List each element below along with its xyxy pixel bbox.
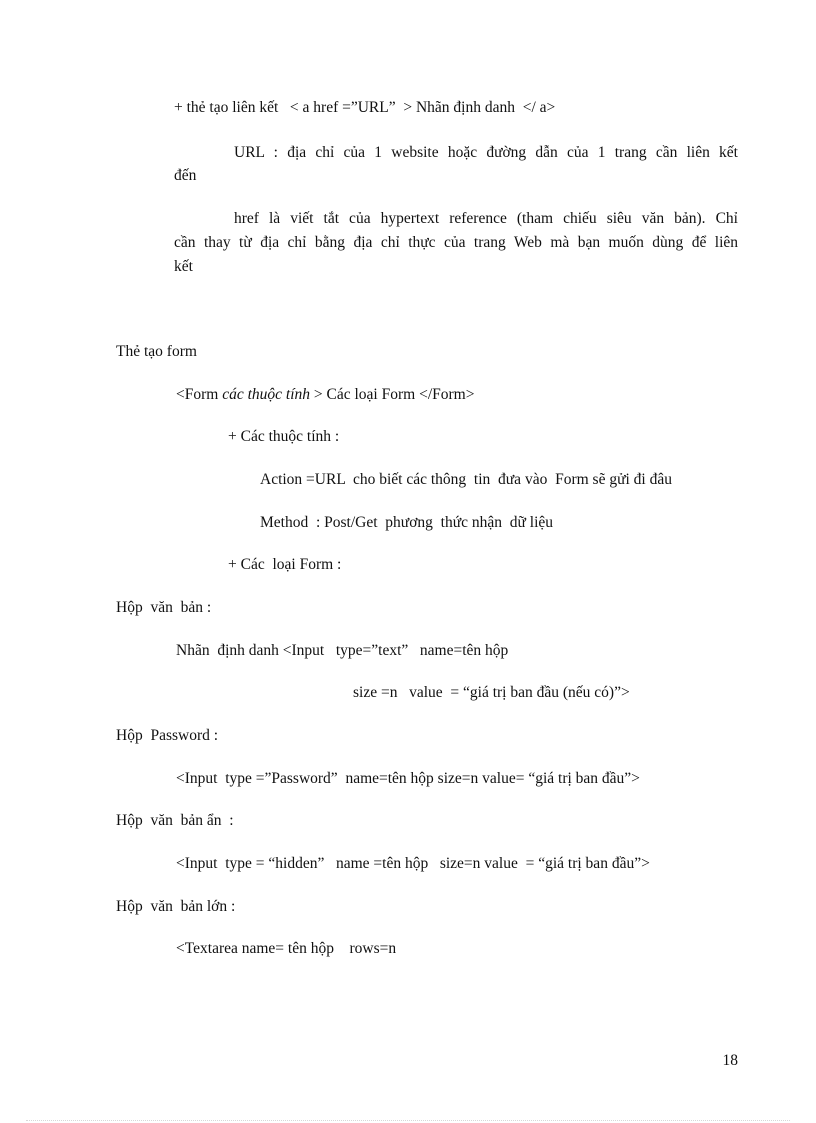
form-method-line: Method : Post/Get phương thức nhận dữ liệu	[260, 514, 554, 531]
hidden-box-syntax: <Input type = “hidden” name =tên hộp size=n value = “giá trị ban đầu”>	[176, 855, 650, 872]
href-description-line3: kết	[174, 258, 193, 275]
password-box-syntax: <Input type =”Password” name=tên hộp size=n value= “giá trị ban đầu”>	[176, 770, 640, 787]
form-types-heading: + Các loại Form :	[228, 556, 342, 573]
form-tag-open: <Form	[176, 386, 223, 403]
page-number: 18	[722, 1052, 738, 1069]
form-tag-attributes-italic: các thuộc tính	[222, 386, 311, 403]
href-description-line1: href là viết tắt của hypertext reference (tham chiếu siêu văn bản). Chỉ	[234, 210, 738, 227]
text-box-syntax-line2: size =n value = “giá trị ban đầu (nếu có)”>	[353, 684, 630, 701]
form-tag-syntax	[176, 385, 474, 405]
form-tag-heading: Thẻ tạo form	[116, 343, 197, 360]
form-tag-close: > Các loại Form </Form>	[310, 386, 475, 403]
textarea-syntax: <Textarea name= tên hộp rows=n	[176, 940, 397, 957]
password-box-heading: Hộp Password :	[116, 727, 219, 744]
hidden-box-heading: Hộp văn bản ẩn :	[116, 812, 234, 829]
form-action-line: Action =URL cho biết các thông tin đưa vào Form sẽ gửi đi đâu	[260, 471, 672, 488]
form-attributes-heading: + Các thuộc tính :	[228, 428, 340, 445]
page-bottom-border	[26, 1120, 790, 1121]
url-description-line2: đến	[174, 167, 197, 184]
url-description-line1: URL : địa chỉ của 1 website hoặc đường dẫn của 1 trang cần liên kết	[234, 144, 738, 161]
link-tag-line: + thẻ tạo liên kết < a href =”URL” > Nhãn định danh </ a>	[174, 99, 556, 116]
text-box-syntax-line1: Nhãn định danh <Input type=”text” name=tên hộp	[176, 642, 509, 659]
href-description-line2: cần thay từ địa chỉ bằng địa chỉ thực của trang Web mà bạn muốn dùng để liên	[174, 234, 738, 251]
textarea-heading: Hộp văn bản lớn :	[116, 898, 236, 915]
text-box-heading: Hộp văn bản :	[116, 599, 212, 616]
